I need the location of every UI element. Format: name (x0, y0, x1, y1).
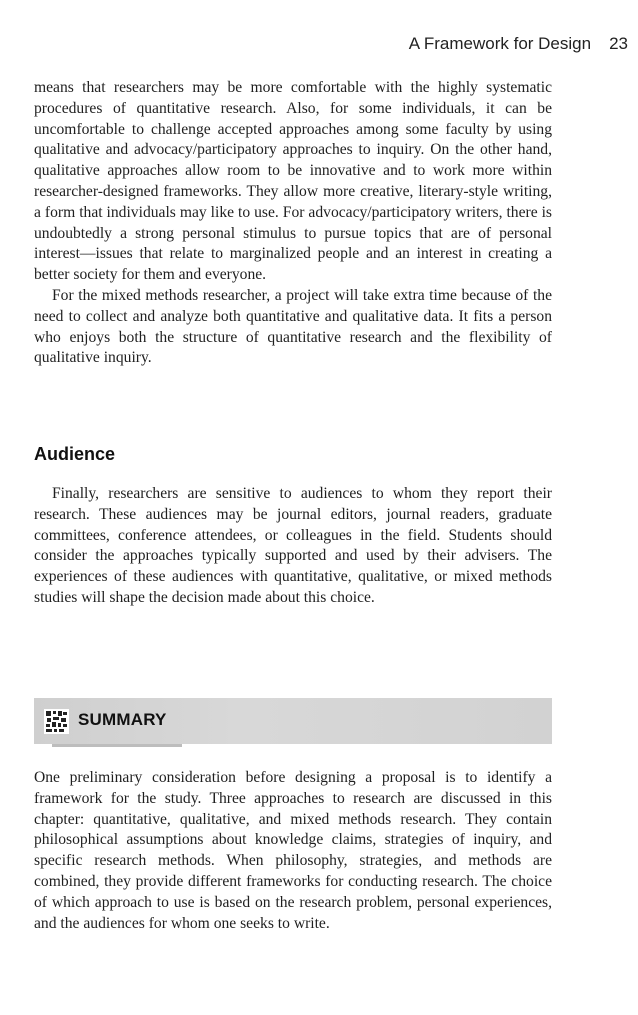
paragraph-mixed-methods: For the mixed methods researcher, a project will take extra time because of the need to collect and analyze both quantitative and qualitative data. It fits a person who enjoys both the structure of quantitative research and the flexibility of qualitative inquiry. (34, 286, 552, 367)
body-text-summary (34, 768, 552, 934)
summary-banner (34, 698, 552, 744)
summary-heading: SUMMARY (78, 710, 167, 729)
running-head-title: A Framework for Design (408, 34, 592, 53)
puzzle-grid-icon (44, 709, 69, 734)
body-text-top (34, 78, 552, 369)
body-text-audience (34, 484, 552, 609)
paragraph-continuation: means that researchers may be more comfortable with the highly systematic procedures of quantitative research. Also, for some individuals, it can be uncomfortable to challenge accepted approaches among some faculty by using qualitative and advocacy/participatory approaches to inquiry. On the other hand, qualitative approaches allow room to be innovative and to work more within researcher-designed frameworks. They allow more creative, literary-style writing, a form that individuals may like to use. For advocacy/participatory writers, there is undoubtedly a strong personal stimulus to pursue topics that are of personal interest—issues that relate to marginalized people and an interest in creating a better society for them and everyone. (34, 79, 552, 284)
section-heading-audience: Audience (34, 444, 116, 464)
running-head (409, 34, 628, 54)
page-number: 23 (609, 34, 628, 53)
paragraph-audience: Finally, researchers are sensitive to audiences to whom they report their research. These audiences may be journal editors, journal readers, graduate committees, conference attendees, or colleagues in the field. Students should consider the approaches typically supported and used by their advisers. The experiences of these audiences with quantitative, qualitative, or mixed methods studies will shape the decision made about this choice. (34, 485, 552, 606)
paragraph-summary: One preliminary consideration before designing a proposal is to identify a framework for the study. Three approaches to research are discussed in this chapter: quantitative, qualitative, and mixed methods research. They contain philosophical assumptions about knowledge claims, strategies of inquiry, and specific research methods. When philosophy, strategies, and methods are combined, they provide different frameworks for conducting research. The choice of which approach to use is based on the research problem, personal experiences, and the audiences for whom one seeks to write. (34, 769, 552, 932)
summary-underline (52, 744, 182, 747)
